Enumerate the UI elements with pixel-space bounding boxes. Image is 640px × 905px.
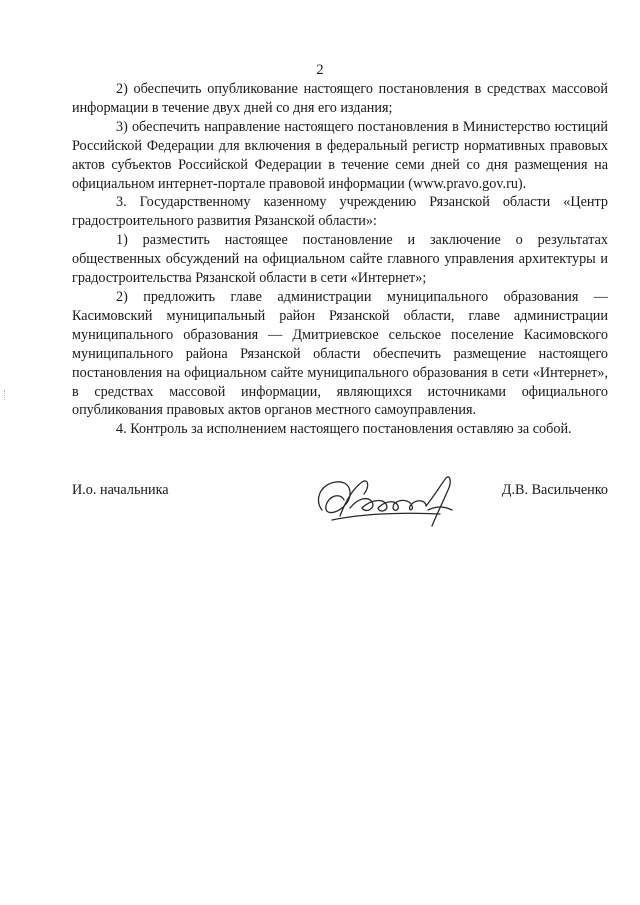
signer-name: Д.В. Васильченко	[501, 482, 608, 498]
signature-block	[72, 470, 608, 530]
scan-artifact	[4, 390, 6, 400]
signer-position: И.о. начальника	[72, 482, 169, 498]
page-number: 2	[316, 62, 324, 78]
paragraph-2-publication: 2) обеспечить опубликование настоящего постановления в средствах массовой информации в течение двух дней со дня его издания;	[72, 81, 608, 116]
handwritten-signature	[310, 470, 510, 532]
paragraph-item-3: 3. Государственному казенному учреждению Рязанской области «Центр градостроительного развития Рязанской области»:	[72, 194, 608, 230]
paragraph-item-4: 4. Контроль за исполнением настоящего постановления оставляю за собой.	[116, 421, 572, 438]
document-body	[72, 80, 608, 439]
paragraph-3-1-publish: 1) разместить настоящее постановление и заключение о результатах общественных обсуждений на официальном сайте главного управления архитектуры и градостроительства Рязанской области в сети «Интернет»;	[72, 232, 608, 287]
paragraph-3-ministry: 3) обеспечить направление настоящего постановления в Министерство юстиций Российской Федерации для включения в федеральный регистр нормативных правовых актов субъектов Российской Федерации в течение семи дней со дня размещения на официальном интернет-портале правовой информации (www.pravo.gov.ru).	[72, 118, 608, 192]
paragraph-3-2-propose: 2) предложить главе администрации муниципального образования — Касимовский муниципальный район Рязанской области, главе администрации муниципального образования — Дмитриевское сельское поселение Касимовского муниципального района Рязанской области обеспечить размещение настоящего постановления на официальном сайте муниципального образования в сети «Интернет», в средствах массовой информации, являющихся источниками официального опубликования правовых актов органов местного самоуправления.	[72, 288, 608, 419]
